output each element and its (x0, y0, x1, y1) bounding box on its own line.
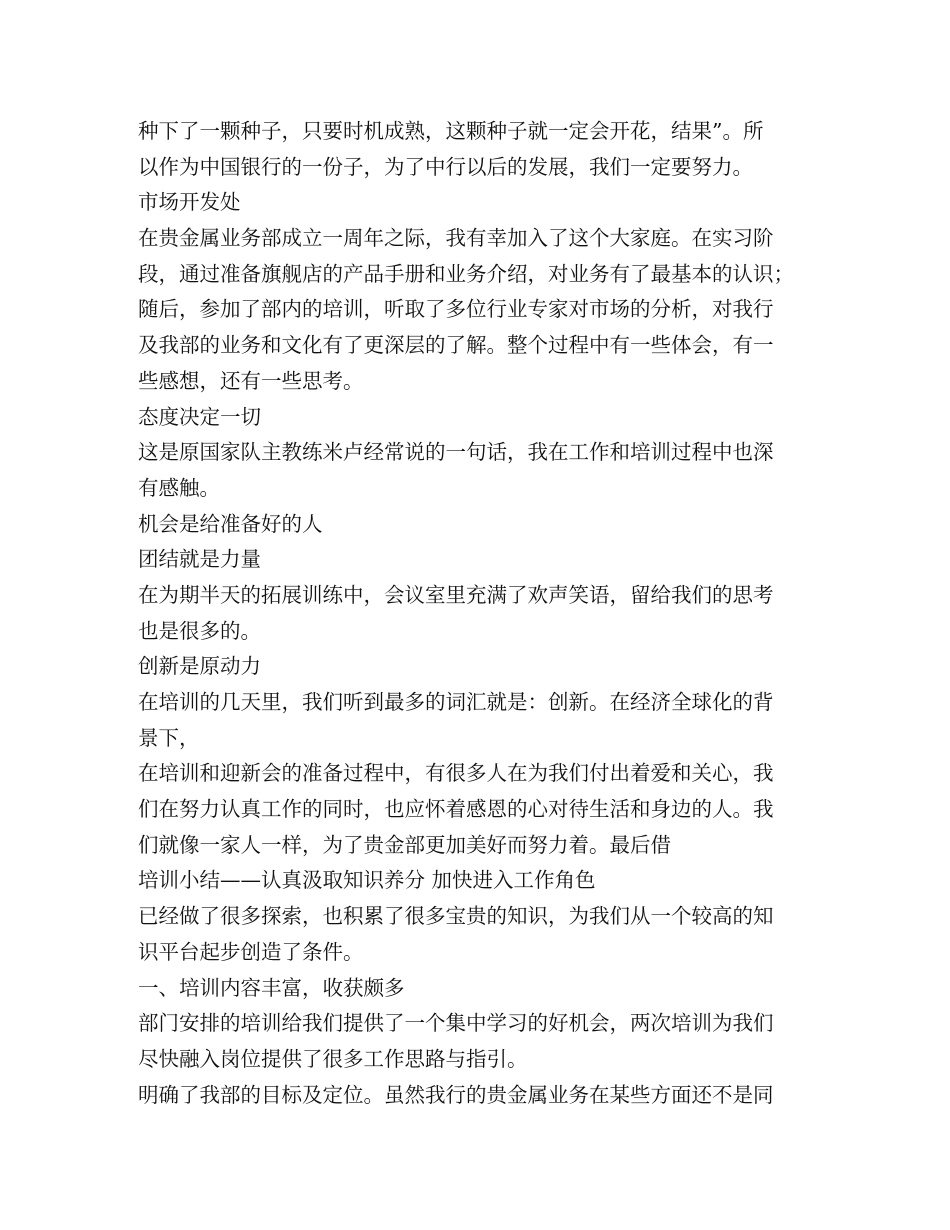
text-line: 段，通过准备旗舰店的产品手册和业务介绍，对业务有了最基本的认识； (138, 261, 794, 286)
text-line: 这是原国家队主教练米卢经常说的一句话，我在工作和培训过程中也深 (138, 440, 774, 465)
section-heading: 一、培训内容丰富，收获颇多 (138, 975, 405, 1000)
text-line: 在贵金属业务部成立一周年之际，我有幸加入了这个大家庭。在实习阶 (138, 226, 774, 251)
section-heading: 态度决定一切 (138, 404, 261, 429)
text-line: 在培训和迎新会的准备过程中，有很多人在为我们付出着爱和关心，我 (138, 761, 774, 786)
section-heading: 市场开发处 (138, 190, 241, 215)
text-line: 尽快融入岗位提供了很多工作思路与指引。 (138, 1046, 528, 1071)
text-line: 明确了我部的目标及定位。虽然我行的贵金属业务在某些方面还不是同 (138, 1082, 774, 1107)
text-line: 些感想，还有一些思考。 (138, 368, 364, 393)
text-line: 种下了一颗种子，只要时机成熟，这颗种子就一定会开花，结果”。所 (138, 119, 764, 143)
text-line: 随后，参加了部内的培训，听取了多位行业专家对市场的分析，对我行 (138, 297, 774, 322)
text-line: 在为期半天的拓展训练中，会议室里充满了欢声笑语，留给我们的思考 (138, 582, 774, 607)
text-line: 们在努力认真工作的同时，也应怀着感恩的心对待生活和身边的人。我 (138, 797, 774, 822)
text-line: 有感触。 (138, 475, 220, 500)
document-body (138, 114, 818, 1113)
text-line: 识平台起步创造了条件。 (138, 939, 364, 964)
text-line: 景下， (138, 725, 200, 750)
text-line: 及我部的业务和文化有了更深层的了解。整个过程中有一些体会，有一 (138, 333, 774, 358)
text-line: 已经做了很多探索，也积累了很多宝贵的知识，为我们从一个较高的知 (138, 904, 774, 929)
text-line: 以作为中国银行的一份子，为了中行以后的发展，我们一定要努力。 (138, 154, 753, 179)
text-line: 部门安排的培训给我们提供了一个集中学习的好机会，两次培训为我们 (138, 1011, 774, 1036)
section-heading: 创新是原动力 (138, 654, 261, 679)
section-heading: 机会是给准备好的人 (138, 511, 323, 536)
section-heading: 培训小结——认真汲取知识养分 加快进入工作角色 (138, 868, 596, 893)
text-line: 们就像一家人一样，为了贵金部更加美好而努力着。最后借 (138, 832, 671, 857)
text-line: 也是很多的。 (138, 618, 261, 643)
text-line: 在培训的几天里，我们听到最多的词汇就是：创新。在经济全球化的背 (138, 690, 774, 714)
section-heading: 团结就是力量 (138, 547, 261, 572)
